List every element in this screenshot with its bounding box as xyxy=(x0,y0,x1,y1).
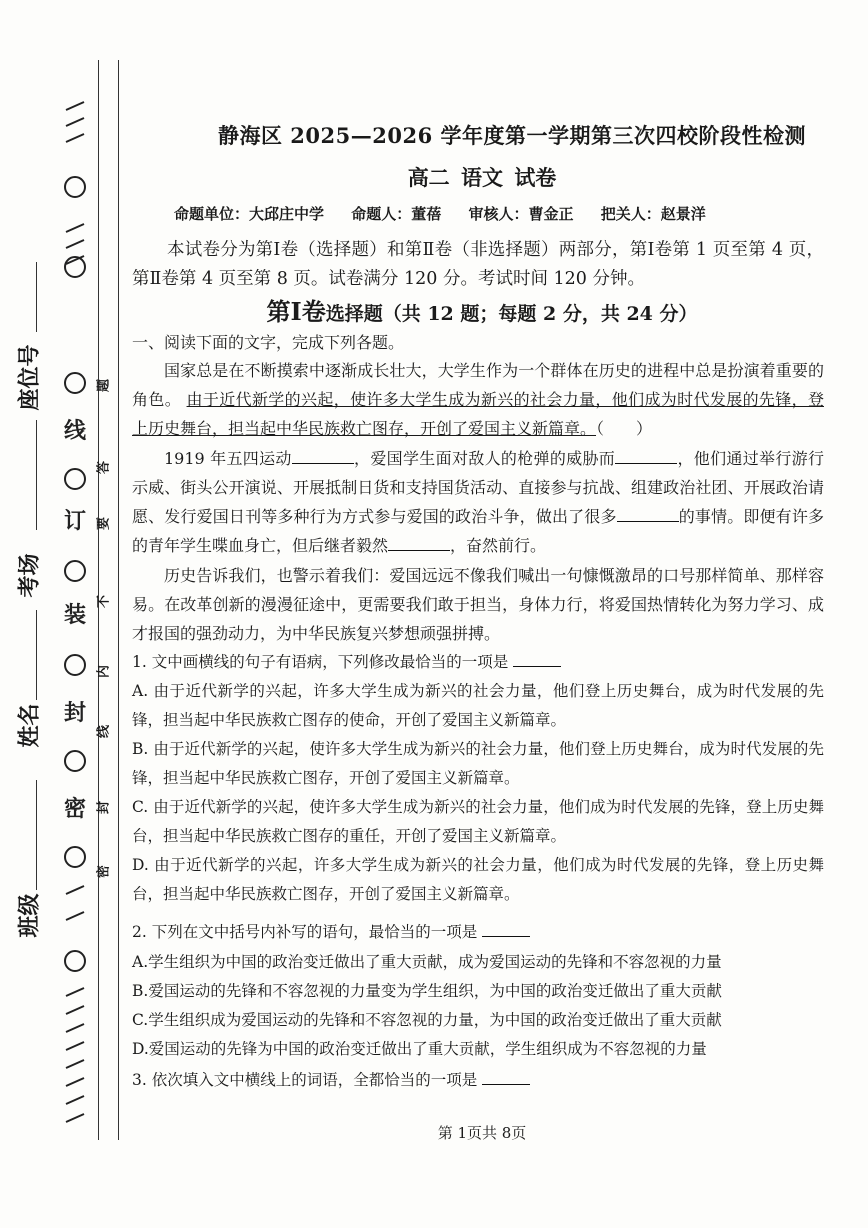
seal-char: 密 xyxy=(63,796,86,822)
reading-heading: 一、阅读下面的文字，完成下列各题。 xyxy=(132,333,405,352)
warning-char: 题 xyxy=(96,379,112,393)
seal-char: 封 xyxy=(63,700,86,726)
paper-label: 试卷 xyxy=(514,165,557,190)
grade-label: 高二 xyxy=(407,165,450,190)
warning-char: 线 xyxy=(96,725,112,739)
passage-text: ，他们通过举行游行示威、街头公开演说、开展抵制日货和支持国货活动、直接参与抗战、组建政治社团、开展政治请愿、发行爱国日刊等多种行为方式参与爱国的政治斗争，做出了很多 xyxy=(132,449,824,526)
question-2-option-b[interactable]: B.爱国运动的先锋和不容忽视的力量变为学生组织，为中国的政治变迁做出了重大贡献 xyxy=(132,982,722,1000)
volume-label: 第Ⅰ卷 xyxy=(266,297,326,326)
passage-paragraph-3: 历史告诉我们，也警示着我们：爱国远远不像我们喊出一句慷慨激昂的口号那样简单、那样容易。在改革创新的漫漫征途中，更需要我们敢于担当，身体力行，将爱国热情转化为努力学习、成才报国的强劲动力，为中华民族复兴梦想顽强拼搏。 xyxy=(132,566,824,643)
warning-char: 封 xyxy=(96,801,112,815)
binding-hole-icon xyxy=(64,846,86,868)
staff-item: 把关人：赵景洋 xyxy=(600,205,706,223)
question-1-stem xyxy=(132,648,824,677)
seal-char: 订 xyxy=(63,508,86,534)
question-2-stem xyxy=(132,918,824,947)
passage-text: 国家总是在不断摸索中逐渐成长壮大，大学生作为一个群体在历史的进程中总是扮演着重要的角色。 xyxy=(132,361,824,409)
answer-blank[interactable] xyxy=(513,652,561,667)
page-footer: 第 1页共 8页 xyxy=(437,1124,527,1142)
field-rule xyxy=(36,420,37,530)
staff-item: 审核人：曹金正 xyxy=(468,205,574,223)
answer-blank[interactable] xyxy=(482,1070,530,1085)
slash-marks-icon xyxy=(58,100,92,200)
field-rule xyxy=(36,610,37,700)
answer-blank[interactable] xyxy=(482,922,530,937)
binding-hole-icon xyxy=(64,372,86,394)
question-1-option-c[interactable]: C. 由于近代新学的兴起，使许多大学生成为新兴的社会力量，他们成为时代发展的先锋，登上历史舞台，担当起中华民族救亡图存的重任，开创了爱国主义新篇章。 xyxy=(132,798,824,845)
fill-blank[interactable] xyxy=(615,449,677,464)
section-heading xyxy=(132,292,832,327)
exam-subtitle xyxy=(132,162,832,192)
fill-blank[interactable] xyxy=(617,507,679,522)
passage-text: 1919 年五四运动 xyxy=(164,449,292,468)
question-2-option-c[interactable]: C.学生组织成为爱国运动的先锋和不容忽视的力量，为中国的政治变迁做出了重大贡献 xyxy=(132,1011,722,1029)
subject-label: 语文 xyxy=(461,165,503,190)
seal-char: 装 xyxy=(63,602,86,628)
binding-hole-icon xyxy=(64,468,86,490)
question-1-option-b[interactable]: B. 由于近代新学的兴起，使许多大学生成为新兴的社会力量，他们登上历史舞台，成为时代发展的先锋，担当起中华民族救亡图存，开创了爱国主义新篇章。 xyxy=(132,740,824,787)
field-label: 座位号 xyxy=(16,344,43,411)
question-stem: 1. 文中画横线的句子有语病，下列修改最恰当的一项是 xyxy=(132,653,509,671)
binding-line xyxy=(118,60,119,1140)
binding-hole-icon xyxy=(64,750,86,772)
staff-item: 命题人：董蓓 xyxy=(351,205,442,223)
underlined-sentence: 由于近代新学的兴起，使许多大学生成为新兴的社会力量，他们成为时代发展的先锋，登上历史舞台，担当起中华民族救亡图存，开创了爱国主义新篇章。 xyxy=(132,390,824,438)
staff-line xyxy=(174,203,728,224)
passage-text: 的事情。即便有许多的青年学生喋血身亡，但后继者毅然 xyxy=(132,507,824,555)
question-2-option-d[interactable]: D.爱国运动的先锋为中国的政治变迁做出了重大贡献，学生组织成为不容忽视的力量 xyxy=(132,1040,707,1058)
section-desc: 选择题（共 12 题；每题 2 分，共 24 分） xyxy=(325,303,698,325)
exam-title: 静海区 2025—2026 学年度第一学期第三次四校阶段性检测 xyxy=(217,123,806,148)
warning-char: 要 xyxy=(96,517,112,531)
question-1-option-d[interactable]: D. 由于近代新学的兴起，许多大学生成为新兴的社会力量，他们成为时代发展的先锋，登上历史舞台，担当起中华民族救亡图存，开创了爱国主义新篇章。 xyxy=(132,856,824,903)
binding-hole-icon xyxy=(64,654,86,676)
field-rule xyxy=(36,780,37,890)
passage-paragraph-1 xyxy=(132,356,824,443)
warning-char: 密 xyxy=(96,865,112,879)
passage-paragraph-2 xyxy=(132,444,824,560)
question-stem: 2. 下列在文中括号内补写的语句，最恰当的一项是 xyxy=(132,923,478,941)
fill-blank[interactable] xyxy=(292,449,354,464)
slash-marks-icon xyxy=(58,880,92,1140)
binding-hole-icon xyxy=(64,560,86,582)
field-rule xyxy=(36,262,37,332)
binding-strip xyxy=(0,0,128,1228)
field-label: 班级 xyxy=(16,893,43,938)
warning-char: 内 xyxy=(96,665,112,679)
question-stem: 3. 依次填入文中横线上的词语，全都恰当的一项是 xyxy=(132,1071,478,1089)
slash-marks-icon xyxy=(58,220,92,270)
exam-instructions: 本试卷分为第Ⅰ卷（选择题）和第Ⅱ卷（非选择题）两部分，第Ⅰ卷第 1 页至第 4 页，第Ⅱ卷第 4 页至第 8 页。试卷满分 120 分。考试时间 120 分钟。 xyxy=(132,240,824,289)
answer-bracket: （ ） xyxy=(596,419,653,438)
question-3-stem xyxy=(132,1066,824,1095)
field-label: 姓名 xyxy=(16,703,43,748)
field-label: 考场 xyxy=(16,553,43,598)
staff-item: 命题单位：大邱庄中学 xyxy=(174,205,325,223)
warning-char: 不 xyxy=(96,595,112,609)
passage-text: ，爱国学生面对敌人的枪弹的威胁而 xyxy=(353,449,616,468)
warning-char: 答 xyxy=(96,461,112,475)
passage-text: ，奋然前行。 xyxy=(450,536,547,555)
fill-blank[interactable] xyxy=(388,536,450,551)
question-1-option-a[interactable]: A. 由于近代新学的兴起，许多大学生成为新兴的社会力量，他们登上历史舞台，成为时代发展的先锋，担当起中华民族救亡图存的使命，开创了爱国主义新篇章。 xyxy=(132,682,824,729)
question-2-option-a[interactable]: A.学生组织为中国的政治变迁做出了重大贡献，成为爱国运动的先锋和不容忽视的力量 xyxy=(132,953,722,971)
seal-char: 线 xyxy=(63,418,86,444)
